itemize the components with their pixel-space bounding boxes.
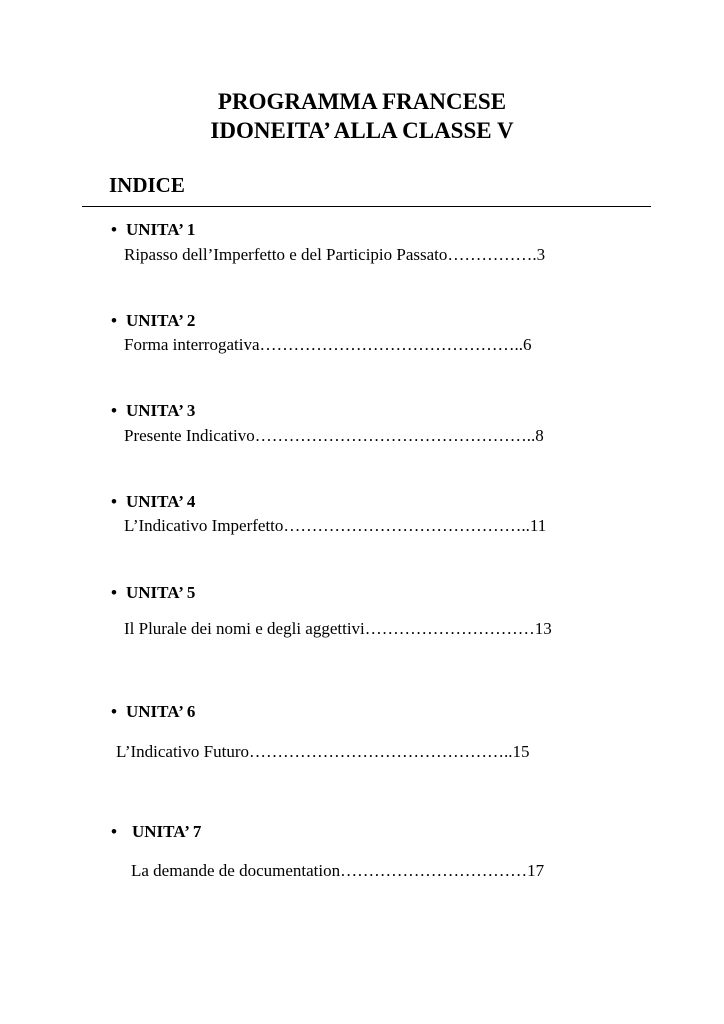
unit-3-label: UNITA’ 3 (126, 401, 196, 420)
bullet-icon: • (111, 822, 117, 841)
index-heading: INDICE (109, 173, 185, 197)
unit-6-heading (111, 702, 195, 722)
unit-6-entry: L’Indicativo Futuro………………………………………..15 (116, 742, 530, 761)
bullet-icon: • (111, 401, 117, 420)
horizontal-rule (82, 206, 651, 207)
bullet-icon: • (111, 220, 117, 239)
bullet-icon: • (111, 583, 117, 602)
unit-7-heading (111, 822, 201, 842)
unit-5-label: UNITA’ 5 (126, 583, 196, 602)
unit-3-heading (111, 401, 195, 421)
bullet-icon: • (111, 492, 117, 511)
document-title-line-2: IDONEITA’ ALLA CLASSE V (210, 118, 514, 143)
unit-1-entry: Ripasso dell’Imperfetto e del Participio Passato…………….3 (124, 245, 546, 264)
unit-6-label: UNITA’ 6 (126, 702, 196, 721)
unit-5-entry: Il Plurale dei nomi e degli aggettivi…………………………13 (124, 619, 552, 638)
unit-4-heading (111, 492, 195, 512)
unit-3-entry: Presente Indicativo…………………………………………..8 (124, 426, 544, 445)
unit-2-entry: Forma interrogativa………………………………………..6 (124, 335, 532, 354)
unit-1-heading (111, 220, 195, 240)
unit-4-entry: L’Indicativo Imperfetto……………………………………..11 (124, 516, 547, 535)
unit-2-heading (111, 311, 195, 331)
unit-5-heading (111, 583, 195, 603)
unit-7-label: UNITA’ 7 (132, 822, 202, 841)
unit-2-label: UNITA’ 2 (126, 311, 196, 330)
document-title-line-1: PROGRAMMA FRANCESE (217, 89, 507, 114)
bullet-icon: • (111, 702, 117, 721)
unit-4-label: UNITA’ 4 (126, 492, 196, 511)
unit-7-entry: La demande de documentation……………………………17 (131, 861, 545, 880)
bullet-icon: • (111, 311, 117, 330)
unit-1-label: UNITA’ 1 (126, 220, 196, 239)
